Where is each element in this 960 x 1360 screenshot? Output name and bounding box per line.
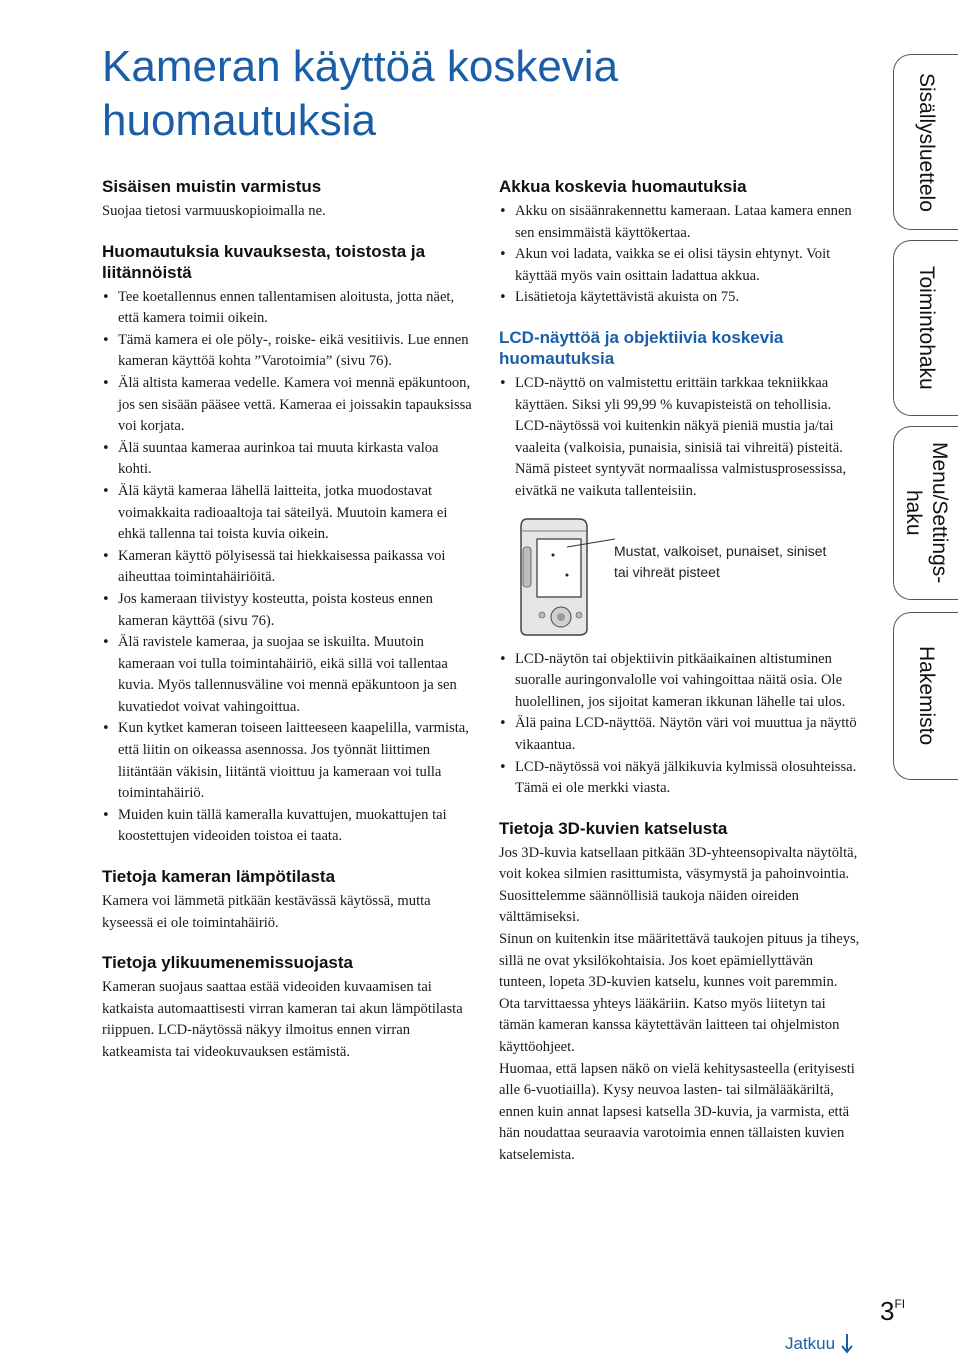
list-item: • Älä käytä kameraa lähellä laitteita, jotka muodostavat voimakkaita radioaaltoja tai säteilyä. Muutoin kamera ei ehkä tallenna tai toista kuvia oikein. (102, 481, 472, 546)
list-item: • LCD-näyttö on valmistettu erittäin tarkkaa tekniikkaa käyttäen. Siksi yli 99,99 % kuvapisteistä on tehollisia. LCD-näytössä voi kuitenkin näkyä pieniä mustia ja/tai vaaleita (valkoisia, punaisia, sinisiä tai vihreitä) pisteitä. Nämä pisteet syntyvät normaalissa valmistusprosessissa, eivätkä ne vaikuta tallenteisiin. (499, 373, 861, 503)
lcd-section (499, 327, 861, 800)
lcd-list-bottom (499, 649, 861, 800)
page-number-value: 3 (880, 1296, 895, 1326)
tab-function-search-label: Toimintohaku (915, 266, 938, 390)
overheat-text: Kameran suojaus saattaa estää videoiden kuvaamisen tai katkaista automaattisesti virran kameran tai akun lämpötilasta riippuen. LCD-näytössä näkyy ilmoitus ennen virran katkeamista tai videokuvauksen estämistä. (102, 979, 463, 1060)
list-item: • LCD-näytön tai objektiivin pitkäaikainen altistuminen suoralle auringonvalolle voi vahingoittaa näitä osia. Ole huolellinen, jos sijoitat kameran ikkunan lähelle tai ulos. (499, 649, 861, 714)
overheat-heading: Tietoja ylikuumenemissuojasta (102, 953, 353, 973)
list-item: • Akku on sisäänrakennettu kameraan. Lataa kamera ennen sen ensimmäistä käyttökertaa. (499, 201, 861, 244)
view3d-paragraph: Huomaa, että lapsen näkö on vielä kehitysasteella (erityisesti alle 6-vuotiailla). Kysy neuvoa lasten- tai silmälääkäriltä, ennen kuin annat lapsesi katsella 3D-kuvia, ja varmista, että hän noudattaa seuraavia varotoimia ennen tällaisten kuvien katselemista. (499, 1060, 855, 1163)
battery-heading: Akkua koskevia huomautuksia (499, 177, 747, 196)
list-item: • Kameran käyttö pölyisessä tai hiekkaisessa paikassa voi aiheuttaa toimintahäiriöitä. (102, 546, 472, 589)
battery-list (499, 201, 861, 309)
tab-contents-label: Sisällysluettelo (915, 72, 938, 212)
list-item: • Älä suuntaa kameraa aurinkoa tai muuta kirkasta valoa kohti. (102, 438, 472, 481)
temperature-heading: Tietoja kameran lämpötilasta (102, 867, 336, 887)
shooting-heading: Huomautuksia kuvauksesta, toistosta ja liitännöistä (102, 241, 426, 282)
list-item: • Kun kytket kameran toiseen laitteeseen kaapelilla, varmista, että liitin on oikeassa asennossa. Jos työnnät liittimen liitäntään väkisin, liitäntä vioittuu ja kameraan voi tulla toimintahäiriö. (102, 718, 472, 804)
tab-index[interactable] (893, 612, 958, 780)
view3d-heading: Tietoja 3D-kuvien katselusta (499, 818, 728, 838)
temperature-text: Kamera voi lämmetä pitkään kestävässä käytössä, mutta kyseessä ei ole toimintahäiriö. (102, 893, 431, 931)
tab-menu-settings-search-label: Menu/Settings-haku (902, 442, 951, 584)
lcd-heading: LCD-näyttöä ja objektiivia koskevia huomautuksia (499, 327, 784, 368)
right-column (499, 176, 861, 1185)
shooting-section (102, 241, 472, 848)
shooting-list (102, 287, 472, 848)
list-item: • Tämä kamera ei ole pöly-, roiske- eikä vesitiivis. Lue ennen kameran käyttöä kohta ”Varotoimia” (sivu 76). (102, 330, 472, 373)
list-item: • Älä ravistele kameraa, ja suojaa se iskuilta. Muutoin kameraan voi tulla toimintahäiriö, eikä sillä voi tallentaa kuvia. Myös tallennusväline voi mennä epäkuntoon ja sen kuvatiedot voivat vahingoittua. (102, 632, 472, 718)
memory-section (102, 176, 472, 223)
list-item: • Akun voi ladata, vaikka se ei olisi täysin ehtynyt. Voit käyttää myös vain osittain ladattua akkua. (499, 244, 861, 287)
continue-link[interactable] (785, 1334, 853, 1354)
arrow-down-icon (841, 1334, 853, 1354)
list-item: • Tee koetallennus ennen tallentamisen aloitusta, jotta näet, että kamera toimii oikein. (102, 287, 472, 330)
tab-function-search[interactable] (893, 240, 958, 416)
page-lang: FI (894, 1297, 906, 1311)
lcd-list-top (499, 373, 861, 503)
list-item: • LCD-näytössä voi näkyä jälkikuvia kylmissä olosuhteissa. Tämä ei ole merkki viasta. (499, 757, 861, 800)
page-title: Kameran käyttöä koskevia huomautuksia (102, 42, 619, 145)
list-item: • Lisätietoja käytettävistä akuista on 75. (499, 287, 861, 309)
tab-contents[interactable] (893, 54, 958, 230)
temperature-section (102, 866, 472, 934)
list-item: • Jos kameraan tiivistyy kosteutta, poista kosteus ennen kameran käyttöä (sivu 76). (102, 589, 472, 632)
view3d-section (499, 818, 861, 1167)
view3d-paragraph: Jos 3D-kuvia katsellaan pitkään 3D-yhteensopivalta näytöltä, voit kokea silmien rasittumista, väsymystä ja pahoinvointia. Suosittelemme säännöllisiä taukoja näiden oireiden välttämiseksi. (499, 844, 858, 926)
camera-figure (499, 517, 861, 637)
tab-index-label: Hakemisto (915, 646, 938, 746)
tab-menu-settings-search[interactable] (893, 426, 958, 600)
memory-text: Suojaa tietosi varmuuskopioimalla ne. (102, 203, 326, 219)
camera-illustration (517, 517, 617, 637)
memory-heading: Sisäisen muistin varmistus (102, 177, 322, 196)
battery-section (499, 176, 861, 309)
page-number (880, 1296, 905, 1327)
view3d-paragraph: Sinun on kuitenkin itse määritettävä taukojen pituus ja tiheys, sillä ne ovat yksilökohtaisia. Jos koet epämiellyttävän tunteen, lopeta 3D-kuvien katselu, kunnes voit paremmin. Ota tarvittaessa yhteys lääkäriin. Katso myös liitetyn tai tämän kameran kanssa käytettävän laitteen tai ohjelmiston käyttöohjeet. (499, 931, 860, 1056)
continue-label: Jatkuu (785, 1334, 836, 1353)
figure-caption: Mustat, valkoiset, punaiset, siniset tai vihreät pisteet (614, 542, 827, 580)
list-item: • Älä paina LCD-näyttöä. Näytön väri voi muuttua ja näyttö vikaantua. (499, 713, 861, 756)
overheat-section (102, 952, 472, 1063)
left-column (102, 176, 472, 1082)
list-item: • Älä altista kameraa vedelle. Kamera voi mennä epäkuntoon, jos sen sisään pääsee vettä. Kameraa ei joissakin tapauksissa voi korjata. (102, 373, 472, 438)
list-item: • Muiden kuin tällä kameralla kuvattujen, muokattujen tai koostettujen videoiden toistoa ei taata. (102, 805, 472, 848)
